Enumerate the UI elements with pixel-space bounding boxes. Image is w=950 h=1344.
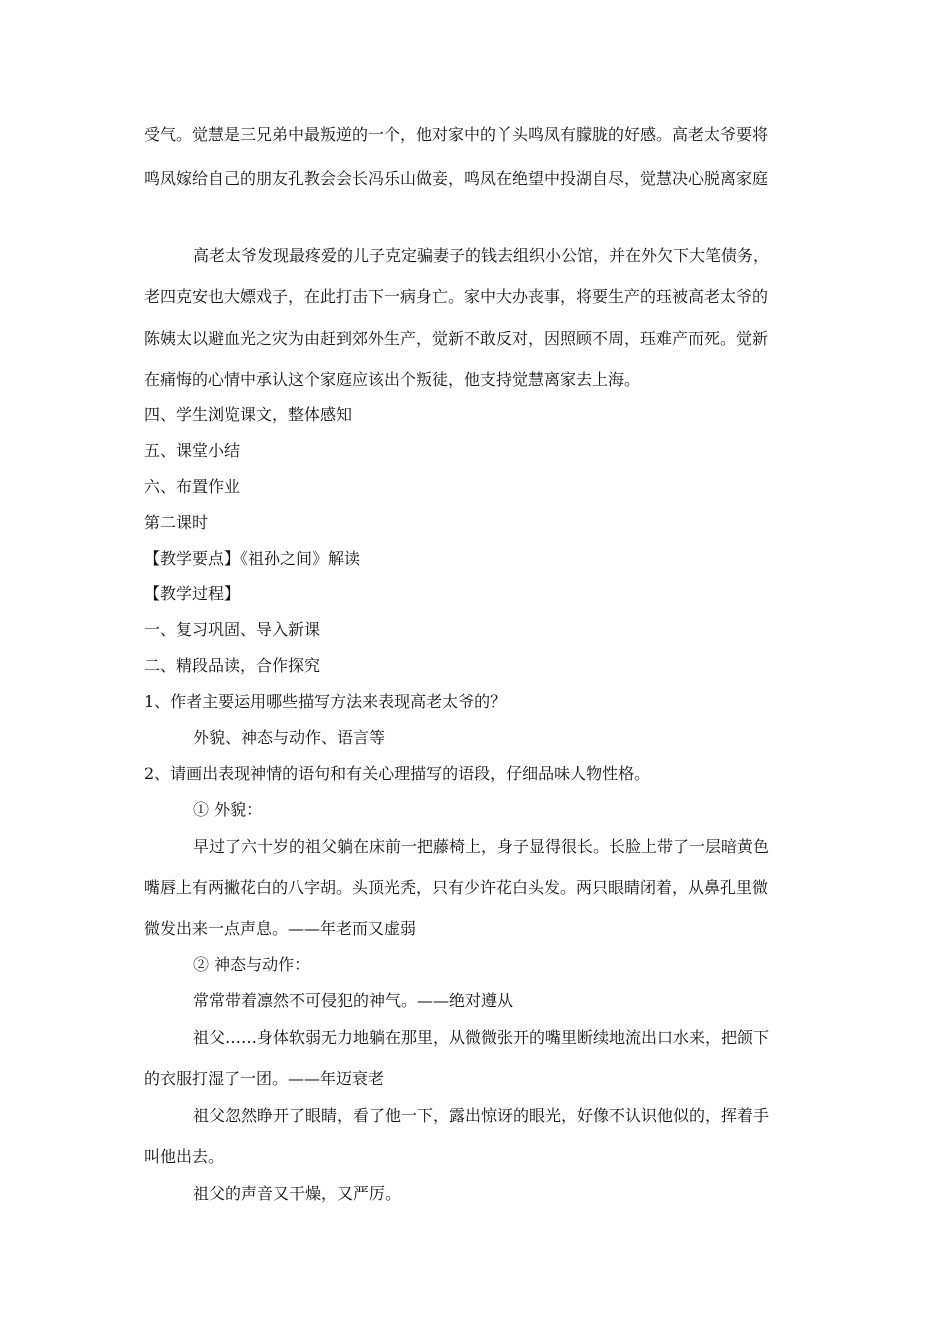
question: 2、请画出表现神情的语句和有关心理描写的语段，仔细品味人物性格。 xyxy=(144,764,651,783)
paragraph-line: 早过了六十岁的祖父躺在床前一把藤椅上，身子显得很长。长脸上带了一层暗黄色 xyxy=(193,837,770,856)
section-heading: 二、精段品读，合作探究 xyxy=(144,656,321,675)
paragraph-line: 陈姨太以避血光之灾为由赶到郊外生产，觉新不敢反对，因照顾不周，珏难产而死。觉新 xyxy=(144,329,769,348)
paragraph-line: 嘴唇上有两撇花白的八字胡。头顶光秃，只有少许花白头发。两只眼睛闭着，从鼻孔里微 xyxy=(144,878,769,897)
lesson-title: 第二课时 xyxy=(144,513,209,532)
paragraph-line: 祖父的声音又干燥，又严厉。 xyxy=(193,1184,402,1203)
paragraph-line: 祖父忽然睁开了眼睛，看了他一下，露出惊讶的眼光，好像不认识他似的，挥着手 xyxy=(193,1106,770,1125)
answer: 外貌、神态与动作、语言等 xyxy=(193,728,386,747)
key-points: 【教学要点】《祖孙之间》解读 xyxy=(144,549,361,568)
paragraph-line: 微发出来一点声息。——年老而又虚弱 xyxy=(144,919,417,938)
paragraph-line: 叫他出去。 xyxy=(144,1147,225,1166)
section-heading: 一、复习巩固、导入新课 xyxy=(144,620,321,639)
teaching-process: 【教学过程】 xyxy=(144,584,241,603)
paragraph-line: 常常带着凛然不可侵犯的神气。——绝对遵从 xyxy=(193,991,514,1010)
question: 1、作者主要运用哪些描写方法来表现高老太爷的？ xyxy=(144,692,507,711)
paragraph-line: 的衣服打湿了一团。——年迈衰老 xyxy=(144,1069,385,1088)
paragraph-line: 鸣凤嫁给自己的朋友孔教会会长冯乐山做妾，鸣凤在绝望中投湖自尽，觉慧决心脱离家庭 xyxy=(144,169,769,188)
sub-heading: ① 外貌： xyxy=(193,800,263,819)
paragraph-line: 受气。觉慧是三兄弟中最叛逆的一个，他对家中的丫头鸣凤有朦胧的好感。高老太爷要将 xyxy=(144,125,769,144)
sub-heading: ② 神态与动作： xyxy=(193,955,311,974)
section-heading: 五、课堂小结 xyxy=(144,441,241,460)
section-heading: 四、学生浏览课文，整体感知 xyxy=(144,405,353,424)
section-heading: 六、布置作业 xyxy=(144,477,241,496)
paragraph-line: 祖父……身体软弱无力地躺在那里，从微微张开的嘴里断续地流出口水来，把颌下 xyxy=(193,1028,770,1047)
paragraph-line: 在痛悔的心情中承认这个家庭应该出个叛徒，他支持觉慧离家去上海。 xyxy=(144,370,641,389)
paragraph-line: 高老太爷发现最疼爱的儿子克定骗妻子的钱去组织小公馆，并在外欠下大笔债务， xyxy=(193,246,770,265)
paragraph-line: 老四克安也大嫖戏子，在此打击下一病身亡。家中大办丧事，将要生产的珏被高老太爷的 xyxy=(144,287,769,306)
